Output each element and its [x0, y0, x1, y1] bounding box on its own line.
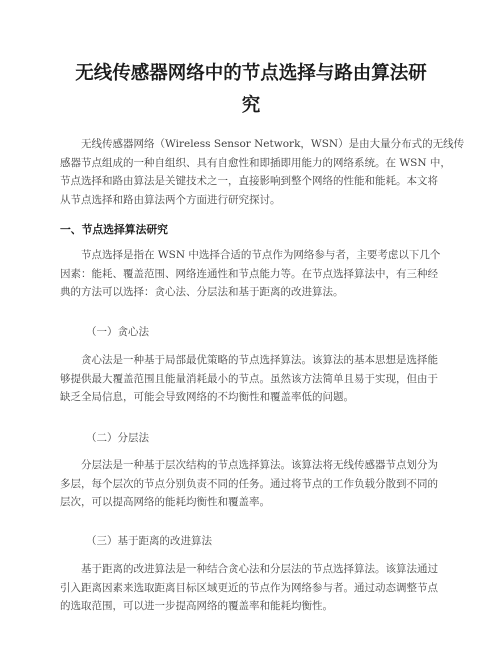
- text-line: 基于距离的改进算法是一种结合贪心法和分层法的节点选择算法。该算法通过: [81, 563, 438, 575]
- text-line: 层次，可以提高网络的能耗均衡性和覆盖率。: [60, 496, 270, 509]
- text-line: 够提供最大覆盖范围且能量消耗最小的节点。虽然该方法简单且易于实现，但由于: [60, 372, 438, 385]
- document-title: [60, 58, 442, 122]
- title-line: 无线传感器网络中的节点选择与路由算法研: [75, 63, 427, 84]
- subsection-paragraph: [60, 456, 445, 512]
- text-line: 贪心法是一种基于局部最优策略的节点选择算法。该算法的基本思想是选择能: [81, 354, 438, 366]
- subsection-title: （三）基于距离的改进算法: [86, 535, 212, 547]
- text-line: 的选取范围，可以进一步提高网络的覆盖率和能耗均衡性。: [60, 600, 333, 613]
- subsection-title: （一）贪心法: [86, 326, 149, 338]
- text-line: 典的方法可以选择：贪心法、分层法和基于距离的改进算法。: [60, 286, 344, 299]
- text-line: 感器节点组成的一种自组织、具有自愈性和即插即用能力的网络系统。在 WSN 中，: [60, 156, 451, 169]
- intro-paragraph: [60, 135, 465, 209]
- text-line: 节点选择和路由算法是关键技术之一，直接影响到整个网络的性能和能耗。本文将: [60, 175, 438, 188]
- text-line: 节点选择是指在 WSN 中选择合适的节点作为网络参与者，主要考虑以下几个: [81, 249, 441, 261]
- section-paragraph: [60, 246, 445, 302]
- title-line: 究: [241, 95, 261, 116]
- text-line: 缺乏全局信息，可能会导致网络的不均衡性和覆盖率低的问题。: [60, 391, 354, 404]
- subsection-paragraph: [60, 351, 445, 407]
- section-heading: 一、节点选择算法研究: [60, 223, 168, 236]
- text-line: 引入距离因素来选取距离目标区域更近的节点作为网络参与者。通过动态调整节点: [60, 581, 438, 594]
- text-line: 因素：能耗、覆盖范围、网络连通性和节点能力等。在节点选择算法中，有三种经: [60, 267, 438, 280]
- subsection-title: （二）分层法: [86, 432, 149, 444]
- text-line: 无线传感器网络（Wireless Sensor Network，WSN）是由大量分布式的无线传: [81, 138, 465, 150]
- text-line: 多层，每个层次的节点分别负责不同的任务。通过将节点的工作负载分散到不同的: [60, 477, 438, 490]
- text-line: 分层法是一种基于层次结构的节点选择算法。该算法将无线传感器节点划分为: [81, 459, 438, 471]
- text-line: 从节点选择和路由算法两个方面进行研究探讨。: [60, 193, 281, 206]
- subsection-paragraph: [60, 560, 445, 616]
